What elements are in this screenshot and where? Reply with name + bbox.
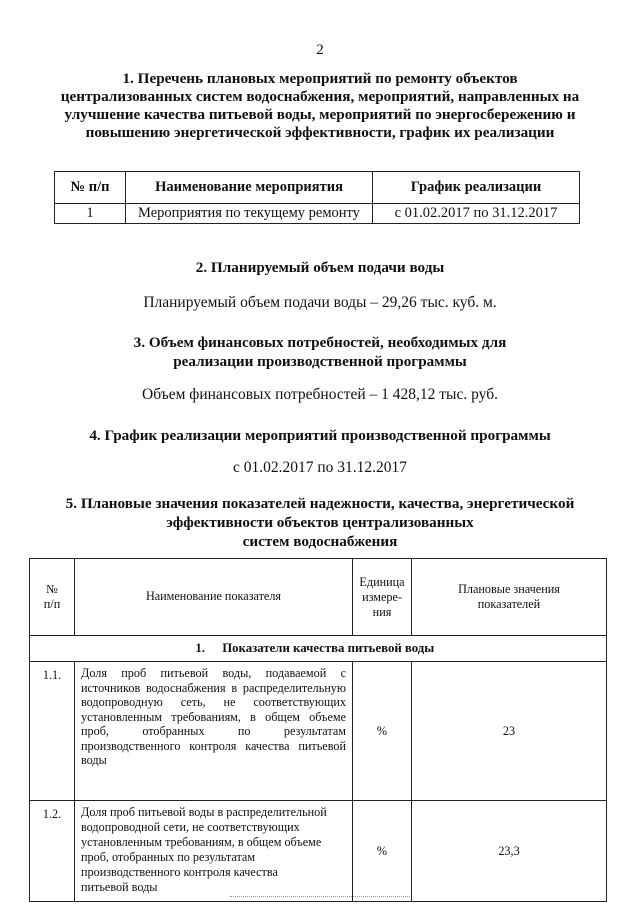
activities-table xyxy=(54,171,580,224)
section-row xyxy=(30,636,607,662)
section1-title xyxy=(40,70,600,142)
cell-indicator-line: проб, отобранных по результатам xyxy=(81,850,256,864)
section3-title-line: 3. Объем финансовых потребностей, необходимых для xyxy=(133,334,507,351)
col-header-unit-line: Единица xyxy=(359,574,405,589)
col-header-num: № п/п xyxy=(55,172,126,204)
section5-title-line: систем водоснабжения xyxy=(242,533,398,550)
section4-text: с 01.02.2017 по 31.12.2017 xyxy=(232,459,408,476)
col-header-indicator: Наименование показателя xyxy=(75,559,353,636)
section3-text: Объем финансовых потребностей – 1 428,12 тыс. руб. xyxy=(142,386,498,403)
section3-title-line: реализации производственной программы xyxy=(173,353,467,370)
indicators-table xyxy=(29,558,607,902)
col-header-activity: Наименование мероприятия xyxy=(126,172,373,204)
col-header-num-line: № xyxy=(46,582,58,596)
cell-num: 1.2. xyxy=(30,801,75,902)
table-row xyxy=(30,801,607,902)
section2-text: Планируемый объем подачи воды – 29,26 тыс. куб. м. xyxy=(143,294,497,311)
col-header-unit xyxy=(353,559,412,636)
section1-title-line: централизованных систем водоснабжения, мероприятий, направленных на xyxy=(60,88,580,105)
section5-title-line: эффективности объектов централизованных xyxy=(166,514,474,531)
col-header-value-line: показателей xyxy=(477,597,541,611)
scan-edge-mark xyxy=(230,896,410,901)
table-header-row xyxy=(30,559,607,636)
cell-indicator-line: Доля проб питьевой воды в распределительной xyxy=(81,805,327,819)
col-header-unit-line: ния xyxy=(372,604,392,619)
section1-title-line: 1. Перечень плановых мероприятий по ремонту объектов xyxy=(122,70,518,87)
cell-indicator-line: питьевой воды xyxy=(81,880,158,894)
col-header-num-line: п/п xyxy=(43,597,61,611)
table-row xyxy=(30,662,607,801)
cell-indicator xyxy=(75,801,353,902)
cell-value: 23 xyxy=(412,662,607,801)
col-header-num xyxy=(30,559,75,636)
cell-schedule: с 01.02.2017 по 31.12.2017 xyxy=(373,204,580,224)
cell-indicator-line: установленным требованиям, в общем объеме xyxy=(81,835,322,849)
section5-title-line: 5. Плановые значения показателей надежности, качества, энергетической xyxy=(65,495,575,512)
cell-indicator-line: водопроводной сети, не соответствующих xyxy=(81,820,300,834)
cell-unit: % xyxy=(353,801,412,902)
cell-indicator-line: производственного контроля качества xyxy=(81,865,278,879)
cell-activity: Мероприятия по текущему ремонту xyxy=(126,204,373,224)
col-header-value xyxy=(412,559,607,636)
col-header-value-line: Плановые значения xyxy=(458,582,560,596)
section5-title xyxy=(40,494,600,551)
cell-indicator: Доля проб питьевой воды, подаваемой с источников водоснабжения в распределительную водопроводную сеть, не соответствующих установленным требованиям, в общем объеме проб, отобранных по результатам производственного контроля качества питьевой воды xyxy=(75,662,353,801)
section-row-num: 1. xyxy=(195,641,205,655)
section4-title: 4. График реализации мероприятий производственной программы xyxy=(89,427,551,444)
cell-unit: % xyxy=(353,662,412,801)
section1-title-line: повышению энергетической эффективности, график их реализации xyxy=(85,124,555,141)
table-row xyxy=(55,204,580,224)
table-header-row xyxy=(55,172,580,204)
col-header-schedule: График реализации xyxy=(373,172,580,204)
section3-title xyxy=(40,333,600,371)
section1-title-line: улучшение качества питьевой воды, мероприятий по энергосбережению и xyxy=(64,106,576,123)
section2-title: 2. Планируемый объем подачи воды xyxy=(195,259,445,276)
col-header-unit-line: измере- xyxy=(362,589,402,604)
page-number: 2 xyxy=(316,42,324,58)
section-row-label: Показатели качества питьевой воды xyxy=(222,641,435,655)
cell-num: 1.1. xyxy=(30,662,75,801)
cell-value: 23,3 xyxy=(412,801,607,902)
section-row-cell xyxy=(30,636,607,662)
cell-num: 1 xyxy=(55,204,126,224)
